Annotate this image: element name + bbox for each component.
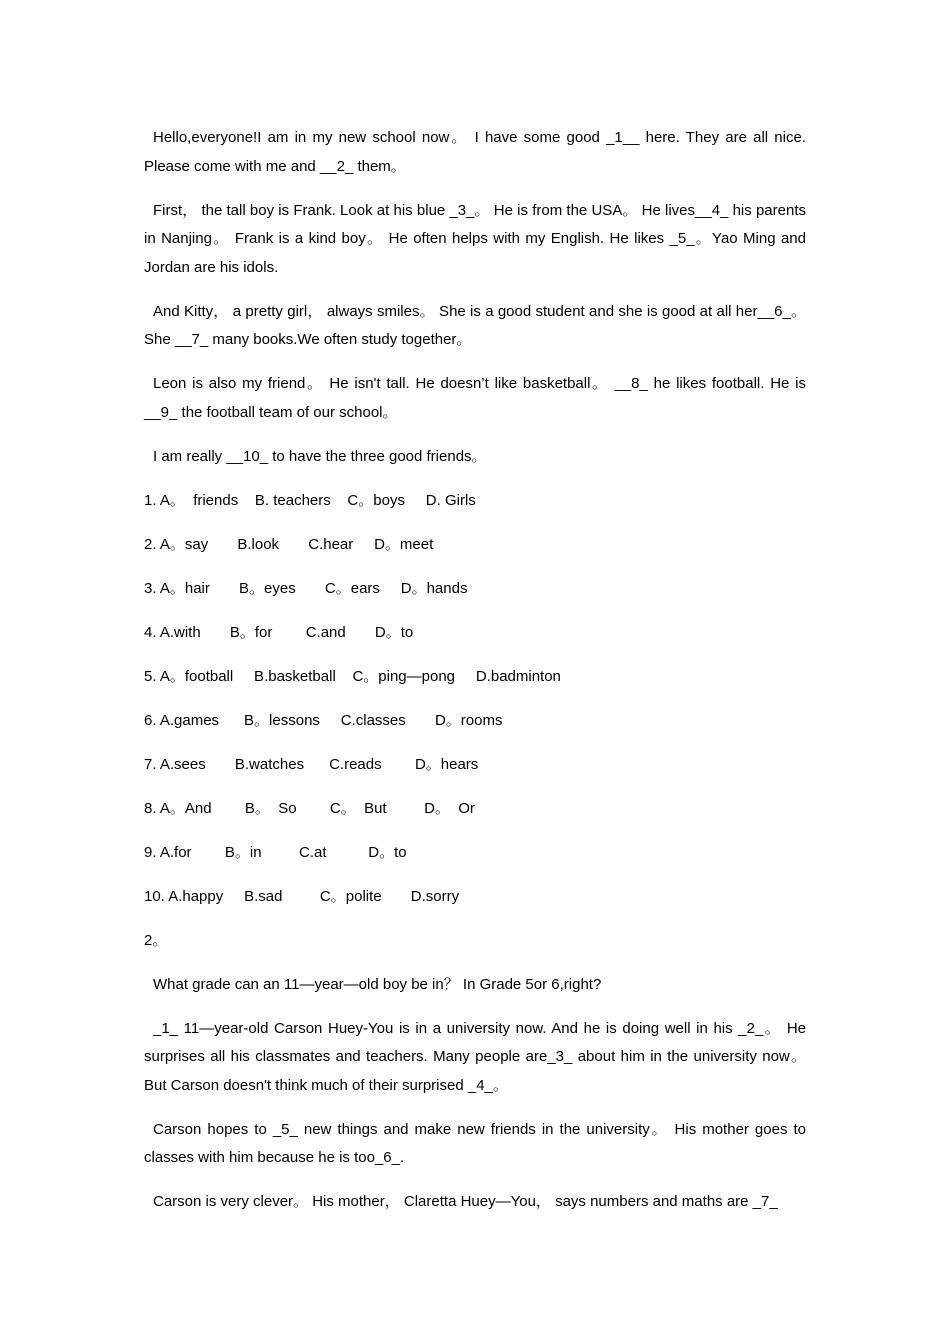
passage-2 bbox=[144, 971, 806, 1217]
passage-1 bbox=[144, 124, 806, 471]
option-line: 5. A。football B.basketball C。ping—pong D.badminton bbox=[144, 667, 561, 685]
paragraph: _1_ 11—year-old Carson Huey-You is in a university now. And he is doing well in his _2_。 He surprises all his classmates and teachers. Many people are_3_ about him in the university now。But Carson doesn't think much of their surprised _4_。 bbox=[144, 1019, 806, 1094]
paragraph: I am really __10_ to have the three good friends。 bbox=[153, 447, 487, 465]
option-line: 8. A。And B。 So C。 But D。 Or bbox=[144, 799, 475, 817]
option-line: 9. A.for B。in C.at D。to bbox=[144, 843, 407, 861]
option-line: 3. A。hair B。eyes C。ears D。hands bbox=[144, 579, 468, 597]
options-list bbox=[144, 487, 806, 912]
paragraph: What grade can an 11—year—old boy be in？ In Grade 5or 6,right? bbox=[153, 975, 602, 993]
option-line: 7. A.sees B.watches C.reads D。hears bbox=[144, 755, 479, 773]
paragraph: Carson hopes to _5_ new things and make new friends in the university。 His mother goes to classes with him because he is too_6_. bbox=[144, 1120, 806, 1166]
paragraph: Carson is very clever。 His mother， Claretta Huey—You， says numbers and maths are _7_ bbox=[153, 1193, 778, 1210]
option-line: 6. A.games B。lessons C.classes D。rooms bbox=[144, 711, 503, 729]
paragraph: Leon is also my friend。 He isn't tall. He doesn’t like basketball。 __8_ he likes football. He is __9_ the football team of our school。 bbox=[144, 375, 806, 421]
paragraph: And Kitty， a pretty girl， always smiles。 She is a good student and she is good at all her__6_。 She __7_ many books.We often study together。 bbox=[144, 302, 806, 348]
option-line: 2. A。say B.look C.hear D。meet bbox=[144, 535, 434, 553]
option-line: 10. A.happy B.sad C。polite D.sorry bbox=[144, 887, 460, 905]
option-line: 1. A。 friends B. teachers C。boys D. Girls bbox=[144, 491, 476, 509]
document-page bbox=[144, 124, 806, 1232]
paragraph: Hello,everyone!I am in my new school now。 I have some good _1__ here. They are all nice. Please come with me and __2_ them。 bbox=[144, 129, 806, 175]
option-line: 4. A.with B。for C.and D。to bbox=[144, 623, 414, 641]
paragraph: First， the tall boy is Frank. Look at his blue _3_。 He is from the USA。 He lives__4_ his parents in Nanjing。 Frank is a kind boy。 He often helps with my English. He likes _5_。Yao Ming and Jordan are his idols. bbox=[144, 201, 806, 276]
section-2-label: 2。 bbox=[144, 931, 168, 949]
